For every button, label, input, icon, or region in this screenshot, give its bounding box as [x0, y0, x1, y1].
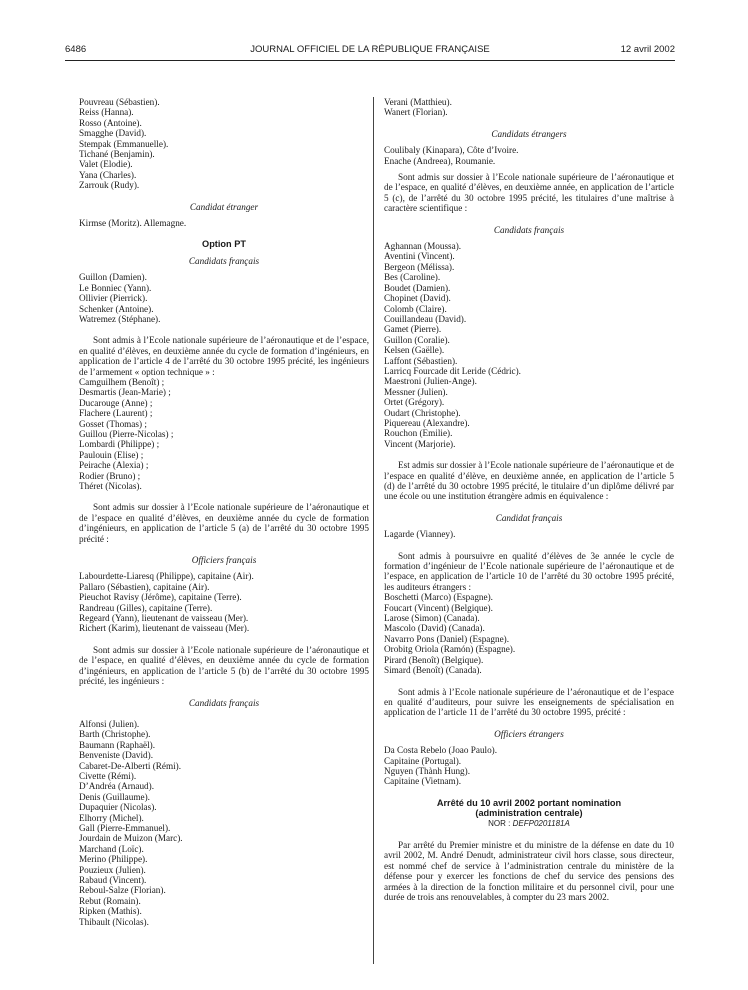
- list-item: Merino (Philippe).: [79, 854, 148, 865]
- list-item: Thibault (Nicolas).: [79, 916, 149, 927]
- list-item: Coulibaly (Kinapara), Côte d’Ivoire.: [384, 145, 519, 156]
- names-list-ingenieurs: [79, 719, 369, 927]
- list-item: Aghannan (Moussa).: [384, 241, 462, 252]
- list-item: Boudet (Damien).: [384, 282, 451, 293]
- column-divider: [373, 97, 374, 964]
- heading-candidat-etranger: Candidat étranger: [189, 201, 259, 212]
- list-item: Paulouin (Elise) ;: [79, 449, 144, 460]
- list-item: Capitaine (Vietnam).: [384, 776, 462, 787]
- list-item: Enache (Andreea), Roumanie.: [384, 155, 496, 166]
- list-item: Jourdain de Muizon (Marc).: [79, 833, 183, 844]
- page-header: [65, 44, 675, 60]
- heading-option-pt: Option PT: [202, 239, 246, 250]
- name-equivalence: Lagarde (Vianney).: [384, 529, 456, 540]
- list-item: Valet (Elodie).: [79, 159, 133, 170]
- list-item: Chopinet (David).: [384, 293, 451, 304]
- list-item: Gall (Pierre-Emmanuel).: [79, 822, 171, 833]
- list-item: Desmartis (Jean-Marie) ;: [79, 387, 171, 398]
- paragraph-article-5c: Sont admis sur dossier à l’Ecole nationale supérieure de l’aéronautique et de l’espace, en qualité d’élèves, en deuxième année, en application de l’article 5 (c), de l’arrêté du 30 octobre 1995 précité, les titulaires d’une maîtrise à caractère scientifique :: [384, 172, 674, 214]
- list-item: Guillon (Coralie).: [384, 334, 450, 345]
- nor-label: NOR :: [488, 818, 511, 828]
- list-item: Ollivier (Pierrick).: [79, 293, 148, 304]
- list-item: Pieuchot Ravisy (Jérôme), capitaine (Terre).: [79, 592, 242, 603]
- list-item: Regeard (Yann), lieutenant de vaisseau (Mer).: [79, 613, 249, 624]
- list-item: Pirard (Benoît) (Belgique).: [384, 654, 484, 665]
- list-item: Messner (Julien).: [384, 386, 448, 397]
- list-item: Orobitg Oriola (Ramón) (Espagne).: [384, 644, 516, 655]
- list-item: Bes (Caroline).: [384, 272, 441, 283]
- list-item: Dupaquier (Nicolas).: [79, 802, 157, 813]
- paragraph-armement: Sont admis à l’Ecole nationale supérieure de l’aéronautique et de l’espace, en qualité d’élèves, en deuxième année du cycle de formation d’ingénieurs, en application de l’article 4 de l’arrêté du 30 octobre 1995 précité, les ingénieurs de l’armement « option technique » :: [79, 335, 369, 377]
- list-item: Couillandeau (David).: [384, 313, 467, 324]
- list-item: Richert (Karim), lieutenant de vaisseau (Mer).: [79, 623, 250, 634]
- list-item: Vincent (Marjorie).: [384, 438, 456, 449]
- list-item: Ripken (Mathis).: [79, 906, 142, 917]
- list-item: Camguilhem (Benoît) ;: [79, 376, 165, 387]
- list-item: Marchand (Loïc).: [79, 843, 144, 854]
- arrete-title: Arrêté du 10 avril 2002 portant nomination: [436, 797, 622, 808]
- list-item: Zarrouk (Rudy).: [79, 180, 140, 191]
- names-list-officiers-etrangers: [384, 745, 674, 787]
- names-list-top: [79, 97, 369, 191]
- paragraph-arrete: Par arrêté du Premier ministre et du ministre de la défense en date du 10 avril 2002, M. André Denudt, administrateur civil hors classe, sous directeur, est nommé chef de service à l’administration centrale du ministère de la défense pour y exercer les fonctions de chef du service des pensions des armées à la direction de la fonction militaire et du personnel civil, pour une durée de trois ans renouvelables, à compter du 23 mars 2002.: [384, 839, 674, 902]
- journal-title: JOURNAL OFFICIEL DE LA RÉPUBLIQUE FRANÇAISE: [250, 44, 490, 55]
- list-item: Simard (Benoît) (Canada).: [384, 665, 482, 676]
- list-item: Cabaret-De-Alberti (Rémi).: [79, 760, 182, 771]
- list-item: Rabaud (Vincent).: [79, 875, 147, 885]
- list-item: Tichané (Benjamin).: [79, 149, 155, 160]
- left-column: [79, 97, 369, 927]
- heading-candidats-francais-ingenieurs: Candidats français: [188, 697, 260, 708]
- list-item: Le Bonniec (Yann).: [79, 282, 152, 293]
- list-item: Navarro Pons (Daniel) (Espagne).: [384, 633, 510, 644]
- names-list-pt: [79, 272, 369, 324]
- list-item: Guillon (Damien).: [79, 272, 147, 283]
- names-list-auditeurs: [384, 592, 674, 675]
- heading-candidat-francais-equivalence: Candidat français: [495, 512, 563, 523]
- list-item: Barth (Christophe).: [79, 729, 151, 740]
- list-item: Gosset (Thomas) ;: [79, 418, 147, 429]
- issue-date: 12 avril 2002: [620, 44, 675, 55]
- heading-candidats-francais-pt: Candidats français: [188, 255, 260, 266]
- paragraph-article-10: Sont admis à poursuivre en qualité d’élèves de 3e année le cycle de formation d’ingénieur de l’Ecole nationale supérieure de l’aéronautique et de l’espace, en application de l’article 10 de l’arrêté du 30 octobre 1995 précité, les auditeurs étrangers :: [384, 550, 674, 592]
- list-item: Verani (Matthieu).: [384, 97, 452, 107]
- list-item: Alfonsi (Julien).: [79, 718, 140, 729]
- nor-reference: [384, 819, 674, 829]
- list-item: D’Andréa (Arnaud).: [79, 781, 154, 792]
- list-item: Larose (Simon) (Canada).: [384, 613, 480, 624]
- list-item: Ortet (Grégory).: [384, 397, 445, 408]
- paragraph-article-5d: Est admis sur dossier à l’Ecole nationale supérieure de l’aéronautique et de l’espace en qualité d’élève, en deuxième année, en application de l’article 5 (d) de l’arrêté du 30 octobre 1995 précité, le titulaire d’un diplôme délivré par une école ou une institution étrangère admis en équivalence :: [384, 460, 674, 502]
- list-item: Watremez (Stéphane).: [79, 313, 161, 324]
- header-rule: [65, 60, 675, 61]
- heading-officiers-etrangers: Officiers étrangers: [494, 728, 564, 739]
- paragraph-article-5b: Sont admis sur dossier à l’Ecole nationale supérieure de l’aéronautique et de l’espace, en qualité d’élèves, en deuxième année du cycle de formation d’ingénieurs, en application de l’article 5 (b) de l’arrêté du 30 octobre 1995 précité, les ingénieurs :: [79, 644, 369, 687]
- right-column: [384, 97, 674, 902]
- list-item: Rouchon (Emilie).: [384, 428, 453, 439]
- list-item: Yana (Charles).: [79, 169, 137, 180]
- list-item: Reboul-Salze (Florian).: [79, 885, 166, 896]
- list-item: Nguyen (Thành Hung).: [384, 765, 470, 776]
- list-item: Labourdette-Liaresq (Philippe), capitaine (Air).: [79, 571, 254, 582]
- list-item: Laffont (Sébastien).: [384, 355, 458, 366]
- names-list-maitrise: [384, 241, 674, 449]
- list-item: Maestroni (Julien-Ange).: [384, 376, 477, 387]
- candidat-etranger-name: Kirmse (Moritz). Allemagne.: [79, 218, 187, 229]
- page-number: 6486: [65, 44, 87, 55]
- list-item: Mascolo (David) (Canada).: [384, 623, 485, 634]
- list-item: Rodier (Bruno) ;: [79, 470, 141, 481]
- names-list-right-top: [384, 97, 674, 118]
- list-item: Larricq Fourcade dit Leride (Cédric).: [384, 365, 521, 376]
- list-item: Baumann (Raphaël).: [79, 739, 156, 750]
- list-item: Rosso (Antoine).: [79, 117, 142, 128]
- paragraph-article-5a: Sont admis sur dossier à l’Ecole nationale supérieure de l’aéronautique et de l’espace en qualité d’élèves, en deuxième année du cycle de formation d’ingénieurs, en application de l’article 5 (a) de l’arrêté du 30 octobre 1995 précité :: [79, 502, 369, 544]
- list-item: Colomb (Claire).: [384, 303, 447, 314]
- list-item: Piquereau (Alexandre).: [384, 417, 470, 428]
- list-item: Boschetti (Marco) (Espagne).: [384, 592, 493, 603]
- list-item: Benveniste (David).: [79, 750, 153, 761]
- list-item: Stempak (Emmanuelle).: [79, 138, 169, 149]
- list-item: Ducarouge (Anne) ;: [79, 397, 153, 408]
- list-item: Kelsen (Gaëlle).: [384, 345, 445, 356]
- arrete-subtitle: (administration centrale): [475, 808, 583, 819]
- list-item: Rebut (Romain).: [79, 895, 141, 906]
- list-item: Da Costa Rebelo (Joao Paulo).: [384, 745, 498, 756]
- list-item: Reiss (Hanna).: [79, 107, 134, 118]
- names-list-officiers: [79, 571, 369, 633]
- names-list-armement: [79, 377, 369, 491]
- heading-officiers-francais: Officiers français: [191, 555, 257, 566]
- names-list-etrangers: [384, 145, 674, 166]
- list-item: Schenker (Antoine).: [79, 303, 154, 314]
- list-item: Capitaine (Portugal).: [384, 755, 462, 766]
- paragraph-article-11: Sont admis à l’Ecole nationale supérieure de l’aéronautique et de l’espace en qualité d’auditeurs, pour suivre les enseignements de spécialisation en application de l’article 11 de l’arrêté du 30 octobre 1995, précité :: [384, 686, 674, 718]
- heading-candidats-etrangers: Candidats étrangers: [491, 128, 567, 139]
- list-item: Bergeon (Mélissa).: [384, 261, 455, 272]
- list-item: Civette (Rémi).: [79, 770, 137, 781]
- list-item: Smagghe (David).: [79, 128, 147, 139]
- list-item: Pouzieux (Julien).: [79, 864, 146, 875]
- list-item: Denis (Guillaume).: [79, 791, 150, 802]
- list-item: Wanert (Florian).: [384, 107, 448, 118]
- list-item: Lombardi (Philippe) ;: [79, 439, 160, 450]
- list-item: Pouvreau (Sébastien).: [79, 97, 160, 107]
- nor-code: DEFP0201181A: [512, 818, 570, 828]
- list-item: Oudart (Christophe).: [384, 407, 461, 418]
- list-item: Peirache (Alexia) ;: [79, 460, 149, 471]
- list-item: Randreau (Gilles), capitaine (Terre).: [79, 602, 213, 613]
- heading-candidats-francais-maitrise: Candidats français: [493, 224, 565, 235]
- list-item: Guillou (Pierre-Nicolas) ;: [79, 428, 174, 439]
- list-item: Foucart (Vincent) (Belgique).: [384, 602, 493, 613]
- list-item: Elhorry (Michel).: [79, 812, 144, 823]
- list-item: Flachere (Laurent) ;: [79, 408, 153, 419]
- list-item: Gamet (Pierre).: [384, 324, 442, 335]
- list-item: Théret (Nicolas).: [79, 481, 142, 491]
- list-item: Pallaro (Sébastien), capitaine (Air).: [79, 581, 210, 592]
- list-item: Aventini (Vincent).: [384, 251, 455, 262]
